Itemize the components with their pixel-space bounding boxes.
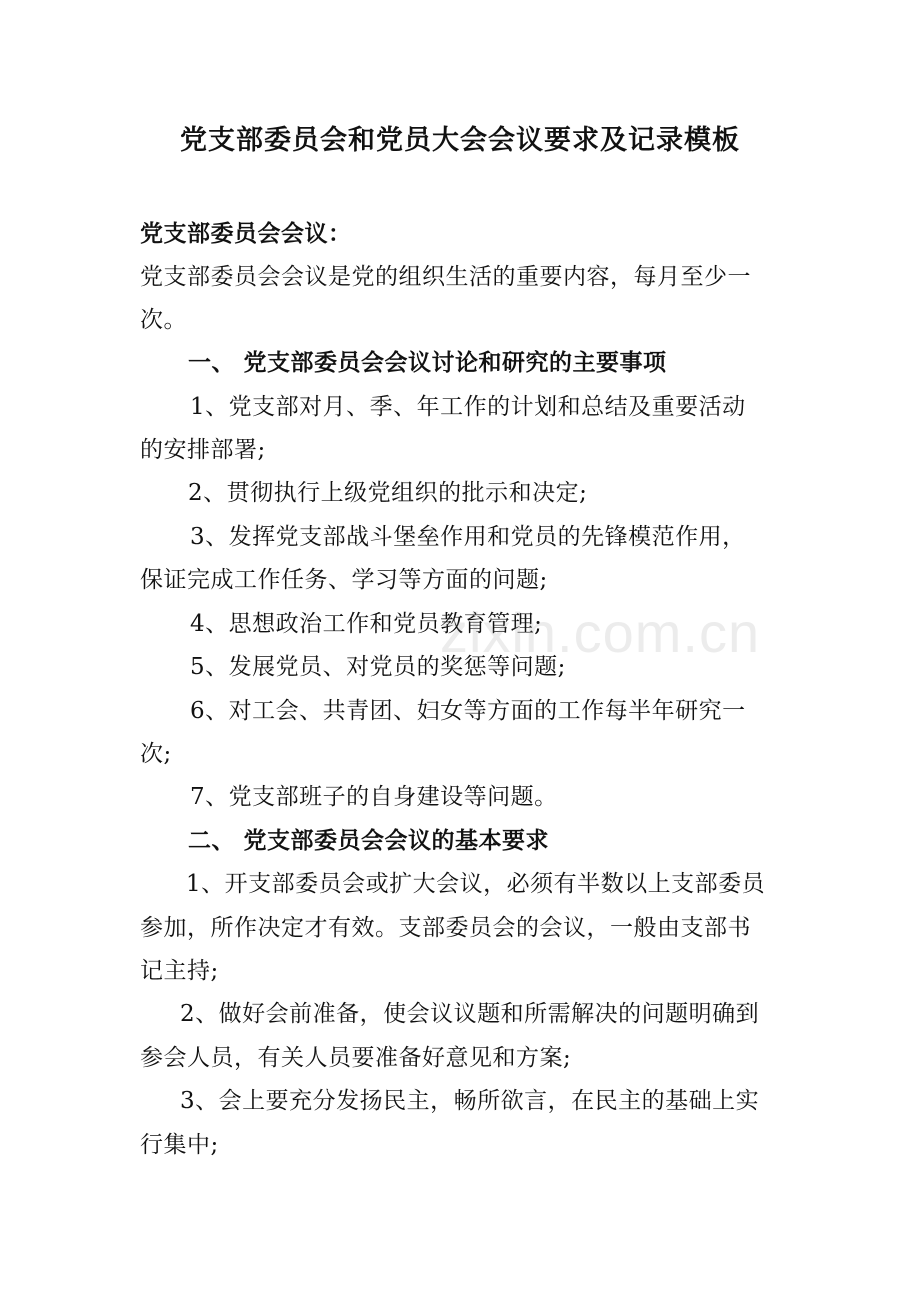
part1-item4: 4、思想政治工作和党员教育管理; xyxy=(190,611,543,637)
intro-line-1: 党支部委员会会议是党的组织生活的重要内容，每月至少一 xyxy=(140,264,751,290)
document-title: 党支部委员会和党员大会会议要求及记录模板 xyxy=(180,125,740,156)
part1-item5: 5、发展党员、对党员的奖惩等问题; xyxy=(190,654,566,680)
part2-heading: 二、 党支部委员会会议的基本要求 xyxy=(188,827,550,854)
part1-item6-line1: 6、对工会、共青团、妇女等方面的工作每半年研究一 xyxy=(190,698,746,724)
part1-heading: 一、 党支部委员会会议讨论和研究的主要事项 xyxy=(188,349,667,376)
part1-item1-line1: 1、党支部对月、季、年工作的计划和总结及重要活动 xyxy=(190,394,746,420)
part2-item3-line2: 行集中; xyxy=(140,1132,219,1158)
part2-item3-line1: 3、会上要充分发扬民主，畅所欲言，在民主的基础上实 xyxy=(180,1088,760,1114)
intro-line-2: 次。 xyxy=(140,307,187,333)
part1-item2: 2、贯彻执行上级党组织的批示和决定; xyxy=(188,480,588,506)
part1-item3-line2: 保证完成工作任务、学习等方面的问题; xyxy=(140,567,548,593)
part2-item1-line1: 1、开支部委员会或扩大会议，必须有半数以上支部委员 xyxy=(186,871,766,897)
part1-item6-line2: 次; xyxy=(140,741,172,767)
part1-item3-line1: 3、发挥党支部战斗堡垒作用和党员的先锋模范作用， xyxy=(190,524,746,550)
part1-item1-line2: 的安排部署; xyxy=(140,437,266,463)
part1-item7: 7、党支部班子的自身建设等问题。 xyxy=(190,784,558,810)
part2-item1-line2: 参加，所作决定才有效。支部委员会的会议，一般由支部书 xyxy=(140,915,751,941)
part2-item2-line2: 参会人员，有关人员要准备好意见和方案; xyxy=(140,1045,572,1071)
watermark: zixin.com.cn xyxy=(440,601,761,664)
part2-item1-line3: 记主持; xyxy=(140,958,219,984)
part2-item2-line1: 2、做好会前准备，使会议议题和所需解决的问题明确到 xyxy=(180,1001,760,1027)
section-heading: 党支部委员会会议： xyxy=(140,220,352,247)
